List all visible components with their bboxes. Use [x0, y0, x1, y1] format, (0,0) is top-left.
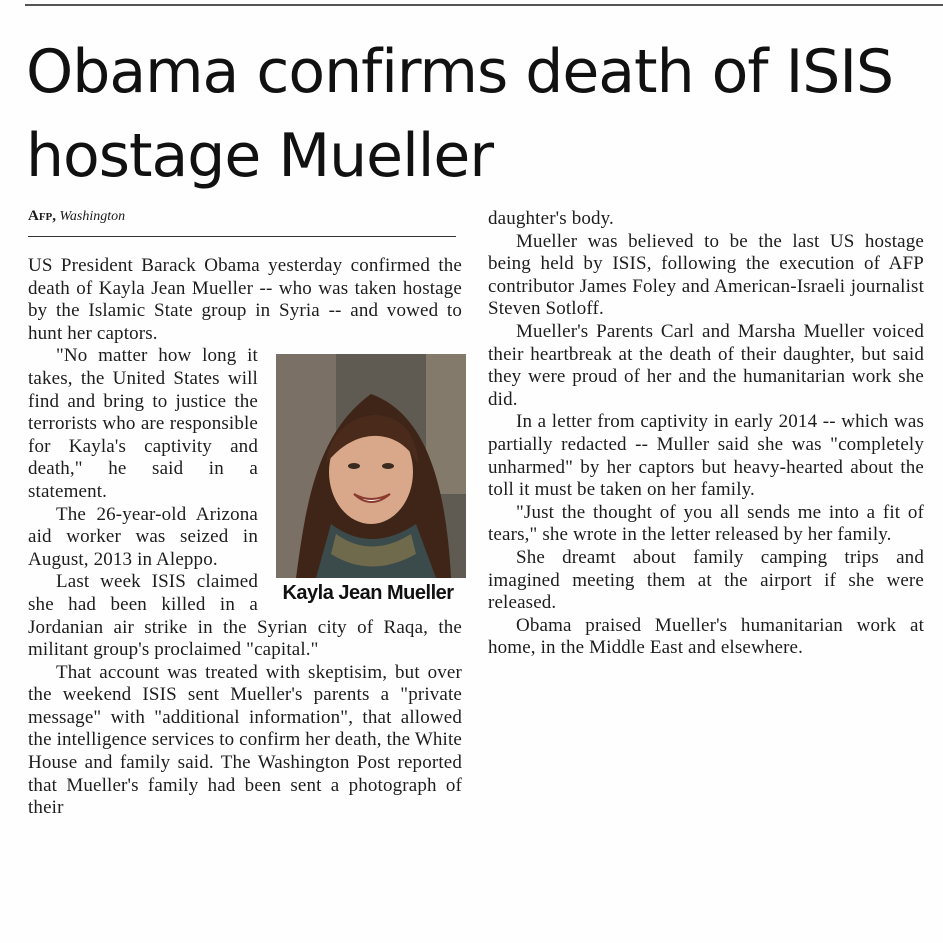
byline	[28, 208, 462, 225]
paragraph: Obama praised Mueller's humanitarian work at home, in the Middle East and elsewhere.	[488, 614, 924, 659]
paragraph: Mueller was believed to be the last US hostage being held by ISIS, following the execution of AFP contributor James Foley and American-Israeli journalist Steven Sotloff.	[488, 230, 924, 320]
article-column-right	[488, 208, 924, 660]
paragraph: Last week ISIS claimed she had been killed in a Jordanian air strike in the Syrian city of Raqa, the militant group's proclaimed "capital."	[28, 571, 462, 661]
article-column-left	[28, 255, 462, 820]
paragraph: In a letter from captivity in early 2014 -- which was partially redacted -- Muller said she was "completely unharmed" by her captors but heavy-hearted about the toll it must be taken on her family.	[488, 411, 924, 501]
portrait-photo	[276, 354, 466, 578]
headline: Obama confirms death of ISIS hostage Mueller	[26, 37, 894, 191]
paragraph: daughter's body.	[488, 208, 614, 229]
paragraph: Mueller's Parents Carl and Marsha Mueller voiced their heartbreak at the death of their daughter, but said they were proud of her and the humanitarian work she did.	[488, 320, 924, 410]
paragraph: The 26-year-old Arizona aid worker was seized in August, 2013 in Aleppo.	[28, 503, 258, 570]
paragraph: "No matter how long it takes, the United States will find and bring to justice the terrorists who are responsible for Kayla's captivity and death," he said in a statement.	[28, 345, 258, 502]
photo-caption: Kayla Jean Mueller	[282, 582, 454, 605]
paragraph: That account was treated with skeptisim, but over the weekend ISIS sent Mueller's parents a "private message" with "additional information", that allowed the intelligence services to confirm her death, the White House and family said. The Washington Post reported that Mueller's family had been sent a photograph of their	[28, 661, 462, 819]
paragraph: She dreamt about family camping trips and imagined meeting them at the airport if she were released.	[488, 546, 924, 614]
byline-city: Washington	[59, 209, 126, 224]
paragraph: "Just the thought of you all sends me into a fit of tears," she wrote in the letter released by her family.	[488, 501, 924, 546]
top-rule	[25, 4, 943, 6]
byline-agency: Afp,	[28, 208, 57, 224]
byline-rule	[28, 236, 456, 237]
photo-figure	[270, 354, 466, 610]
paragraph: US President Barack Obama yesterday confirmed the death of Kayla Jean Mueller -- who was taken hostage by the Islamic State group in Syria -- and vowed to hunt her captors.	[28, 255, 462, 344]
